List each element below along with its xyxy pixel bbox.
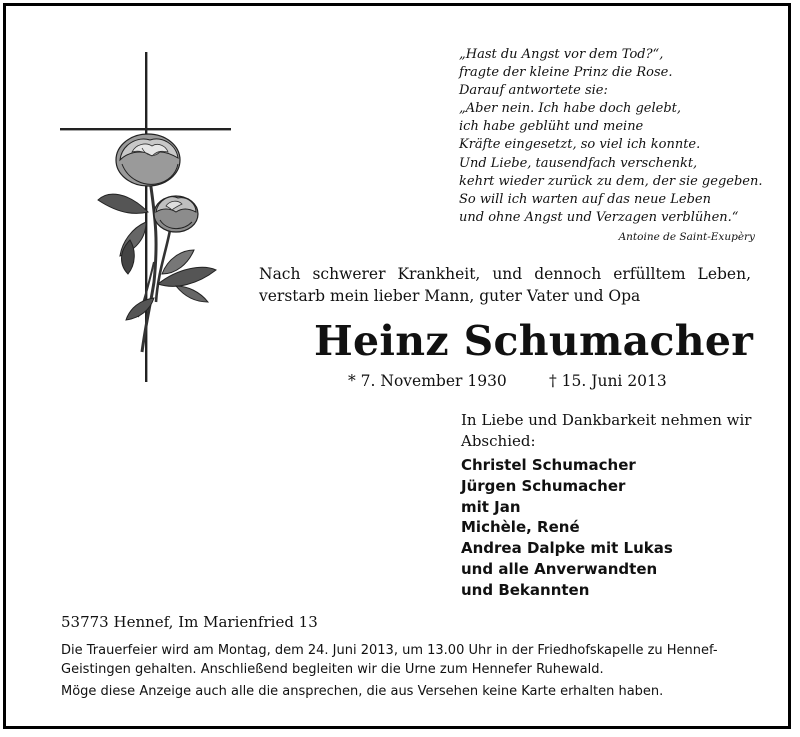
family-member: und Bekannten: [461, 580, 590, 599]
family-list: [461, 455, 673, 601]
family-member: mit Jan: [461, 497, 521, 516]
farewell-text: In Liebe und Dankbarkeit nehmen wir Abschied:: [461, 411, 752, 450]
cross-with-roses-icon: [58, 52, 238, 388]
poem-line: und ohne Angst und Verzagen verblühen.“: [459, 209, 739, 225]
closing-note: Möge diese Anzeige auch alle die ansprechen, die aus Versehen keine Karte erhalten haben.: [61, 684, 664, 699]
family-member: Michèle, René: [461, 518, 580, 537]
poem-line: „Aber nein. Ich habe doch gelebt,: [459, 101, 682, 117]
poem-quote: [459, 46, 763, 246]
poem-line: ich habe geblüht und meine: [459, 119, 644, 135]
rose-icon: [98, 134, 216, 352]
poem-author: Antoine de Saint-Exupèry: [618, 230, 755, 243]
poem-line: Kräfte eingesetzt, so viel ich konnte.: [459, 137, 701, 153]
ceremony-info: Die Trauerfeier wird am Montag, dem 24. Juni 2013, um 13.00 Uhr in der Friedhofskapelle zu Hennef-Geistingen gehalten. Anschließend begleiten wir die Urne zum Hennefer Ruhewald.: [61, 643, 718, 677]
poem-line: So will ich warten auf das neue Leben: [459, 191, 711, 207]
poem-line: Und Liebe, tausendfach verschenkt,: [459, 155, 698, 171]
death-date: † 15. Juni 2013: [549, 372, 667, 390]
family-member: Jürgen Schumacher: [461, 476, 626, 495]
birth-date: * 7. November 1930: [348, 372, 507, 390]
poem-line: fragte der kleine Prinz die Rose.: [459, 65, 673, 81]
family-member: Christel Schumacher: [461, 456, 636, 474]
poem-line: kehrt wieder zurück zu dem, der sie gegeben.: [459, 173, 763, 189]
family-member: und alle Anverwandten: [461, 559, 658, 578]
obituary-notice: [3, 3, 791, 729]
deceased-name: Heinz Schumacher: [314, 317, 754, 365]
poem-line: Darauf antwortete sie:: [459, 83, 608, 99]
poem-line: „Hast du Angst vor dem Tod?“,: [459, 47, 664, 62]
intro-text: Nach schwerer Krankheit, und dennoch erfülltem Leben, verstarb mein lieber Mann, guter Vater und Opa: [259, 265, 751, 305]
family-member: Andrea Dalpke mit Lukas: [461, 539, 673, 558]
address: 53773 Hennef, Im Marienfried 13: [61, 613, 318, 631]
